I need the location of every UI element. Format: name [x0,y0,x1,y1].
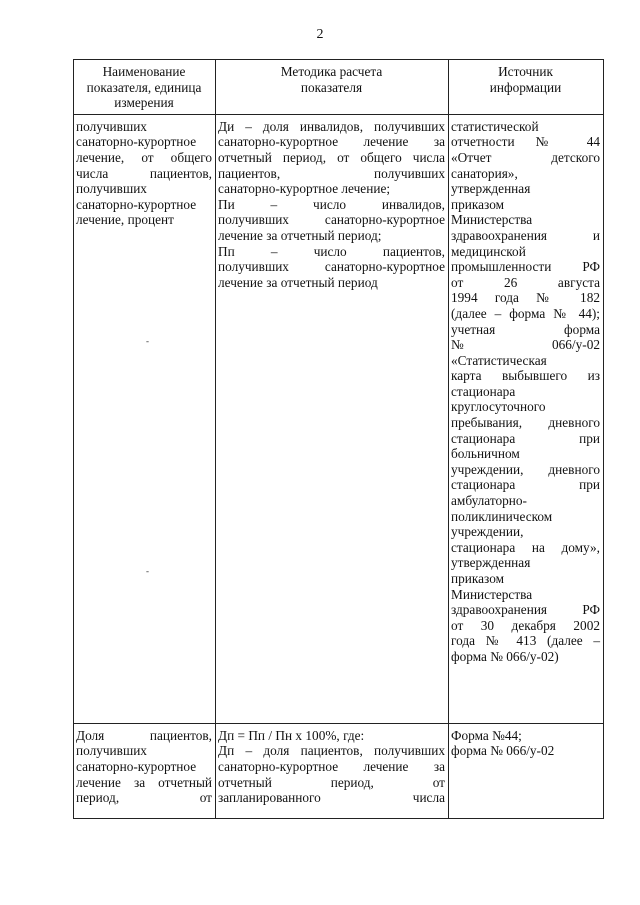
scan-speck: - [146,566,149,576]
page-number: 2 [316,27,324,42]
cell-line: «Отчет детского [451,149,600,165]
cell-line: учреждении, дневного [451,461,600,477]
cell-line: Министерства [451,212,533,228]
header-line: измерения [114,95,174,111]
cell-line: стационара при [451,477,600,493]
cell-line: лечение за отчетный период; [218,227,382,243]
cell-line: № 066/у-02 [451,337,600,353]
cell-line: Доля пациентов, [76,727,212,743]
cell-line: санаторно-курортное лечение; [218,181,391,197]
cell-line: стационара при [451,430,600,446]
cell-line: Дп = Пп / Пн х 100%, где: [218,727,365,743]
cell-line: утвержденная [451,181,531,197]
cell-line: отчетный период, от [218,774,445,790]
cell-line: пациентов, получивших [218,165,445,181]
header-line: показателя, единица [86,79,202,95]
cell-line: числа пациентов, [76,165,212,181]
cell-line: Форма №44; [451,727,522,743]
cell-line: промышленности РФ [451,259,600,275]
cell-line: статистической [451,118,539,134]
header-line: Источник [498,64,553,79]
table-header-row [74,60,604,115]
cell-line: лечение за отчетный период [218,274,378,290]
cell-line: Ди – доля инвалидов, получивших [218,118,445,134]
cell-line: санатория», [451,165,518,181]
cell-line: Министерства [451,586,533,602]
header-calculation-method [216,60,449,115]
cell-indicator-name [74,114,216,723]
cell-line: больничном [451,446,520,462]
cell-line: учреждении, [451,524,524,540]
cell-calculation-method [216,114,449,723]
cell-line: «Статистическая [451,352,547,368]
header-line: Методика расчета [280,64,383,79]
cell-line: пребывания, дневного [451,415,600,431]
cell-line: (далее – форма № 44); [451,305,600,321]
cell-line: лечение, от общего [76,149,212,165]
header-line: информации [489,79,562,95]
cell-line: 1994 года № 182 [451,290,600,306]
cell-line: период, от [76,790,212,806]
cell-line: круглосуточного [451,399,546,415]
cell-indicator-name [74,723,216,818]
cell-line: санаторно-курортное [76,134,197,150]
cell-line: приказом [451,571,505,586]
cell-line: года № 413 (далее – [451,633,600,649]
cell-line: отчетный период, от общего числа [218,149,445,165]
cell-line: от 26 августа [451,274,600,290]
cell-line: санаторно-курортное лечение за [218,758,445,774]
scan-speck: - [146,336,149,346]
cell-line: отчетности № 44 [451,134,600,150]
cell-information-source [449,114,604,723]
cell-line: приказом [451,196,505,212]
cell-calculation-method [216,723,449,818]
cell-line: получивших [76,181,147,197]
cell-line: от 30 декабря 2002 [451,617,600,633]
cell-line: поликлиническом [451,508,553,524]
table-row [74,114,604,723]
cell-information-source [449,723,604,818]
header-line: показателя [300,79,363,95]
cell-line: получивших санаторно-курортное [218,259,445,275]
cell-line: санаторно-курортное [76,196,197,212]
cell-line: санаторно-курортное лечение за [218,134,445,150]
cell-line: Дп – доля пациентов, получивших [218,743,445,759]
cell-line: здравоохранения и [451,227,600,243]
cell-line: Пи – число инвалидов, [218,196,445,212]
cell-line: получивших санаторно-курортное [218,212,445,228]
cell-line: стационара [451,383,516,399]
indicator-table [73,59,604,819]
cell-line: лечение за отчетный [76,774,212,790]
cell-line: учетная форма [451,321,600,337]
cell-line: здравоохранения РФ [451,602,600,618]
cell-line: карта выбывшего из [451,368,600,384]
header-indicator-name [74,60,216,115]
cell-line: форма № 066/у-02 [451,743,555,759]
cell-line: амбулаторно- [451,493,527,509]
cell-line: медицинской [451,243,526,259]
cell-line: получивших [76,743,147,759]
cell-line: стационара на дому», [451,539,600,555]
table-row [74,723,604,818]
cell-line: запланированного числа [218,790,445,806]
header-information-source [449,60,604,115]
cell-line: лечение, процент [76,212,174,228]
cell-line: получивших [76,118,147,134]
cell-line: форма № 066/у-02) [451,648,559,664]
cell-line: утвержденная [451,555,531,571]
header-line: Наименование [102,64,186,79]
cell-line: Пп – число пациентов, [218,243,445,259]
cell-line: санаторно-курортное [76,758,197,774]
